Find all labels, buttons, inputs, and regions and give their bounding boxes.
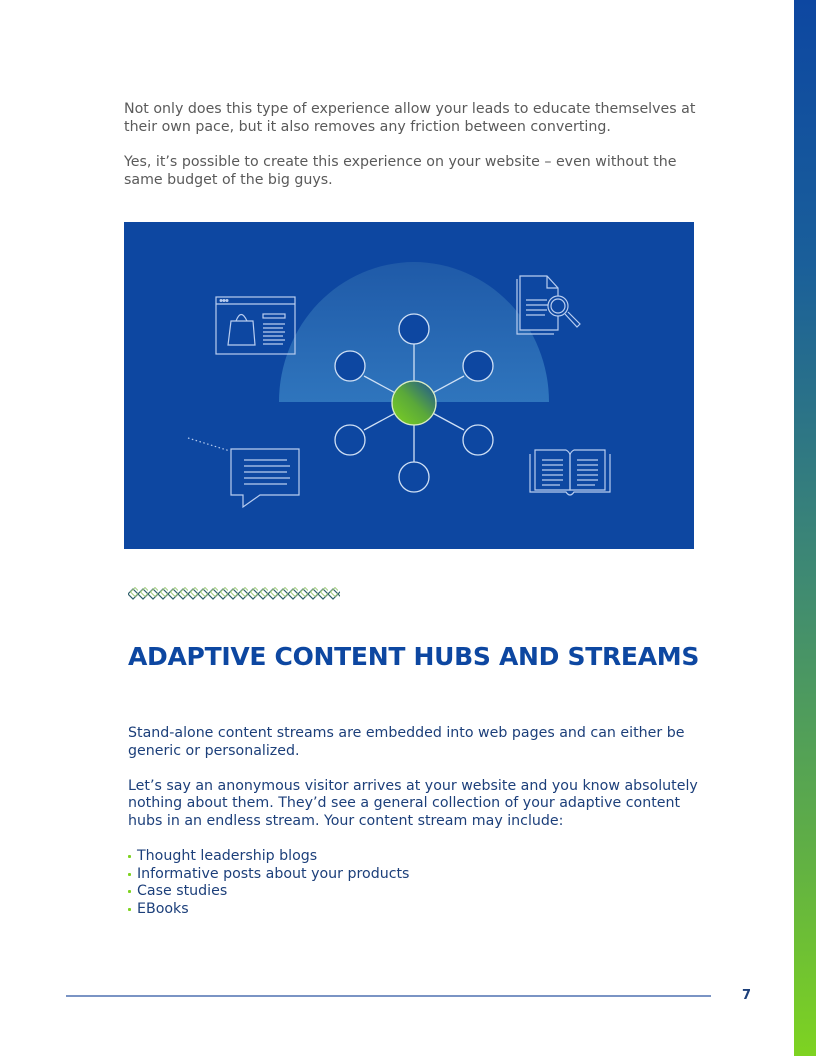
list-item <box>128 901 698 919</box>
list-item <box>128 866 698 884</box>
side-gradient-bar <box>794 0 816 1056</box>
body-paragraph: Let’s say an anonymous visitor arrives at your website and you know absolutely nothing about them. They’d see a general collection of your adaptive content hubs in an endless stream. Your content stream may include: <box>128 777 698 829</box>
page-number: 7 <box>742 988 752 1003</box>
document-search-icon <box>517 276 580 334</box>
list-item <box>128 848 698 866</box>
section-body <box>128 725 698 919</box>
bullet-icon <box>128 890 131 893</box>
section-title: ADAPTIVE CONTENT HUBS AND STREAMS <box>128 642 700 671</box>
open-book-icon <box>530 450 610 495</box>
footer-rule <box>66 995 711 997</box>
list-item-label: EBooks <box>137 900 189 917</box>
chat-bubble-icon <box>188 438 299 507</box>
list-item-label: Thought leadership blogs <box>137 848 318 865</box>
intro-paragraph: Not only does this type of experience allow your leads to educate themselves at their own pace, but it also removes any friction between converting. <box>124 101 696 135</box>
list-item-label: Informative posts about your products <box>137 865 410 882</box>
bullet-icon <box>128 855 131 858</box>
list-item <box>128 883 698 901</box>
bullet-icon <box>128 873 131 876</box>
diamond-divider <box>128 586 342 600</box>
bullet-icon <box>128 908 131 911</box>
intro-paragraph: Yes, it’s possible to create this experience on your website – even without the same budget of the big guys. <box>124 154 677 188</box>
content-stream-list <box>128 848 698 918</box>
body-paragraph: Stand-alone content streams are embedded into web pages and can either be generic or personalized. <box>128 725 685 759</box>
list-item-label: Case studies <box>137 883 228 900</box>
hero-illustration <box>124 222 694 549</box>
shopping-web-page-icon <box>216 297 295 354</box>
intro-text <box>124 100 704 206</box>
